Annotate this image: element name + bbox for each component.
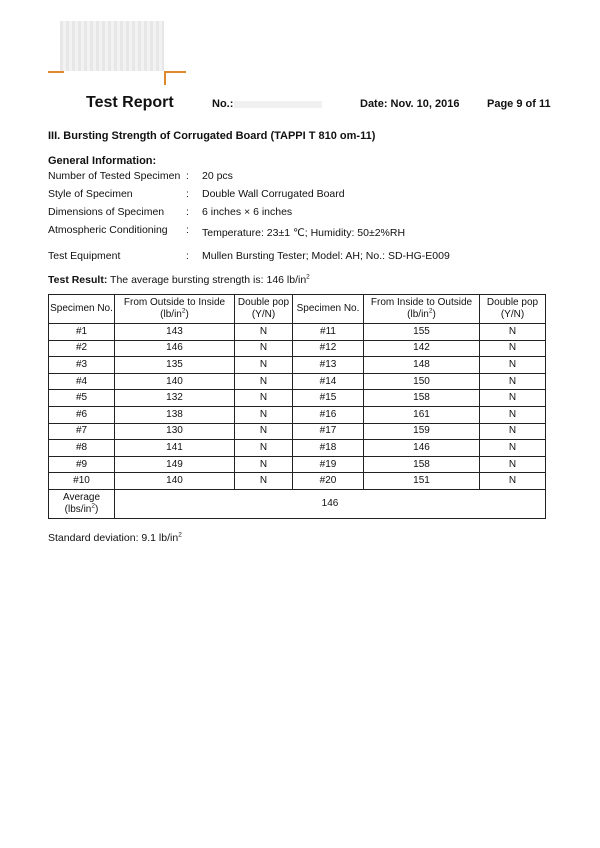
general-info-label: Dimensions of Specimen <box>48 206 165 218</box>
general-info-colon: : <box>186 250 189 262</box>
table-cell: N <box>235 390 293 407</box>
average-value: 146 <box>115 489 546 518</box>
section-title: III. Bursting Strength of Corrugated Board (TAPPI T 810 om-11) <box>48 130 376 142</box>
page-number: Page 9 of 11 <box>487 98 551 110</box>
table-cell: N <box>235 324 293 341</box>
table-cell: 141 <box>115 440 235 457</box>
table-cell: #1 <box>49 324 115 341</box>
table-cell: 158 <box>364 456 480 473</box>
test-result-text: The average bursting strength is: 146 lb/in <box>107 274 307 286</box>
table-cell: #2 <box>49 340 115 357</box>
table-cell: 161 <box>364 406 480 423</box>
table-cell: N <box>235 473 293 490</box>
table-cell: #13 <box>293 357 364 374</box>
test-result-line <box>48 274 310 286</box>
table-cell: N <box>235 440 293 457</box>
table-cell: N <box>480 440 546 457</box>
table-cell: #20 <box>293 473 364 490</box>
table-row <box>49 390 546 407</box>
table-cell: N <box>235 357 293 374</box>
table-cell: N <box>235 373 293 390</box>
header-outside-to-inside: From Outside to Inside $(lb/in^2)$ <box>115 295 235 324</box>
table-cell: N <box>480 456 546 473</box>
table-cell: 149 <box>115 456 235 473</box>
table-cell: #18 <box>293 440 364 457</box>
table-row <box>49 373 546 390</box>
general-info-colon: : <box>186 206 189 218</box>
table-cell: 138 <box>115 406 235 423</box>
table-header-row <box>49 295 546 324</box>
report-date: Date: Nov. 10, 2016 <box>360 98 460 110</box>
table-cell: #5 <box>49 390 115 407</box>
logo-corner-mark <box>48 71 64 73</box>
table-cell: 143 <box>115 324 235 341</box>
table-cell: N <box>235 456 293 473</box>
general-info-value: 6 inches × 6 inches <box>202 206 293 218</box>
table-row <box>49 440 546 457</box>
table-cell: N <box>480 390 546 407</box>
table-row <box>49 340 546 357</box>
table-cell: N <box>480 406 546 423</box>
header-specimen-2: Specimen No. <box>293 295 364 324</box>
table-cell: 142 <box>364 340 480 357</box>
general-info-value: Temperature: 23±1 ℃; Humidity: 50±2%RH <box>202 227 406 239</box>
table-cell: 146 <box>115 340 235 357</box>
standard-deviation: Standard deviation: 9.1 $lb/in^2$ <box>48 531 182 544</box>
table-cell: #15 <box>293 390 364 407</box>
general-info-colon: : <box>186 224 189 236</box>
table-cell: #10 <box>49 473 115 490</box>
table-cell: #7 <box>49 423 115 440</box>
table-cell: 158 <box>364 390 480 407</box>
table-cell: 132 <box>115 390 235 407</box>
table-cell: #6 <box>49 406 115 423</box>
table-row <box>49 473 546 490</box>
table-row <box>49 406 546 423</box>
table-cell: #3 <box>49 357 115 374</box>
table-cell: 151 <box>364 473 480 490</box>
general-info-heading: General Information: <box>48 155 157 167</box>
header-inside-to-outside: From Inside to Outside $(lb/in^2)$ <box>364 295 480 324</box>
test-result-label: Test Result: <box>48 274 108 286</box>
table-cell: 150 <box>364 373 480 390</box>
table-cell: #14 <box>293 373 364 390</box>
report-number-redacted <box>234 101 322 108</box>
table-cell: 146 <box>364 440 480 457</box>
table-cell: N <box>480 423 546 440</box>
general-info-colon: : <box>186 170 189 182</box>
table-cell: #19 <box>293 456 364 473</box>
logo-corner-mark <box>164 71 186 73</box>
general-info-label: Atmospheric Conditioning <box>48 224 168 236</box>
table-row <box>49 423 546 440</box>
table-cell: N <box>235 340 293 357</box>
logo-corner-mark <box>164 71 166 85</box>
table-cell: 140 <box>115 473 235 490</box>
table-cell: N <box>480 373 546 390</box>
table-row <box>49 456 546 473</box>
table-cell: #8 <box>49 440 115 457</box>
results-table <box>48 294 546 519</box>
unit-superscript: 2 <box>306 273 310 281</box>
report-title: Test Report <box>86 94 174 111</box>
general-info-label: Style of Specimen <box>48 188 133 200</box>
table-cell: 159 <box>364 423 480 440</box>
table-cell: #17 <box>293 423 364 440</box>
table-cell: #11 <box>293 324 364 341</box>
average-label: Average $(lbs/in^2)$ <box>49 489 115 518</box>
table-cell: N <box>480 324 546 341</box>
table-cell: N <box>480 473 546 490</box>
header-double-pop: Double pop (Y/N) <box>235 295 293 324</box>
company-logo <box>60 21 164 71</box>
table-cell: 155 <box>364 324 480 341</box>
table-cell: #16 <box>293 406 364 423</box>
table-cell: 140 <box>115 373 235 390</box>
table-cell: 130 <box>115 423 235 440</box>
header-double-pop-2: Double pop (Y/N) <box>480 295 546 324</box>
general-info-label: Test Equipment <box>48 250 121 262</box>
table-cell: N <box>235 406 293 423</box>
general-info-label: Number of Tested Specimen <box>48 170 181 182</box>
general-info-value: Double Wall Corrugated Board <box>202 188 345 200</box>
table-cell: #9 <box>49 456 115 473</box>
table-cell: #4 <box>49 373 115 390</box>
general-info-value: 20 pcs <box>202 170 233 182</box>
table-cell: #12 <box>293 340 364 357</box>
table-cell: N <box>480 340 546 357</box>
general-info-colon: : <box>186 188 189 200</box>
report-number-label: No.: <box>212 98 234 110</box>
table-cell: N <box>480 357 546 374</box>
average-row <box>49 489 546 518</box>
table-cell: 148 <box>364 357 480 374</box>
table-row <box>49 324 546 341</box>
table-cell: 135 <box>115 357 235 374</box>
table-row <box>49 357 546 374</box>
header-specimen: Specimen No. <box>49 295 115 324</box>
general-info-value: Mullen Bursting Tester; Model: AH; No.: SD-HG-E009 <box>202 250 450 262</box>
table-cell: N <box>235 423 293 440</box>
